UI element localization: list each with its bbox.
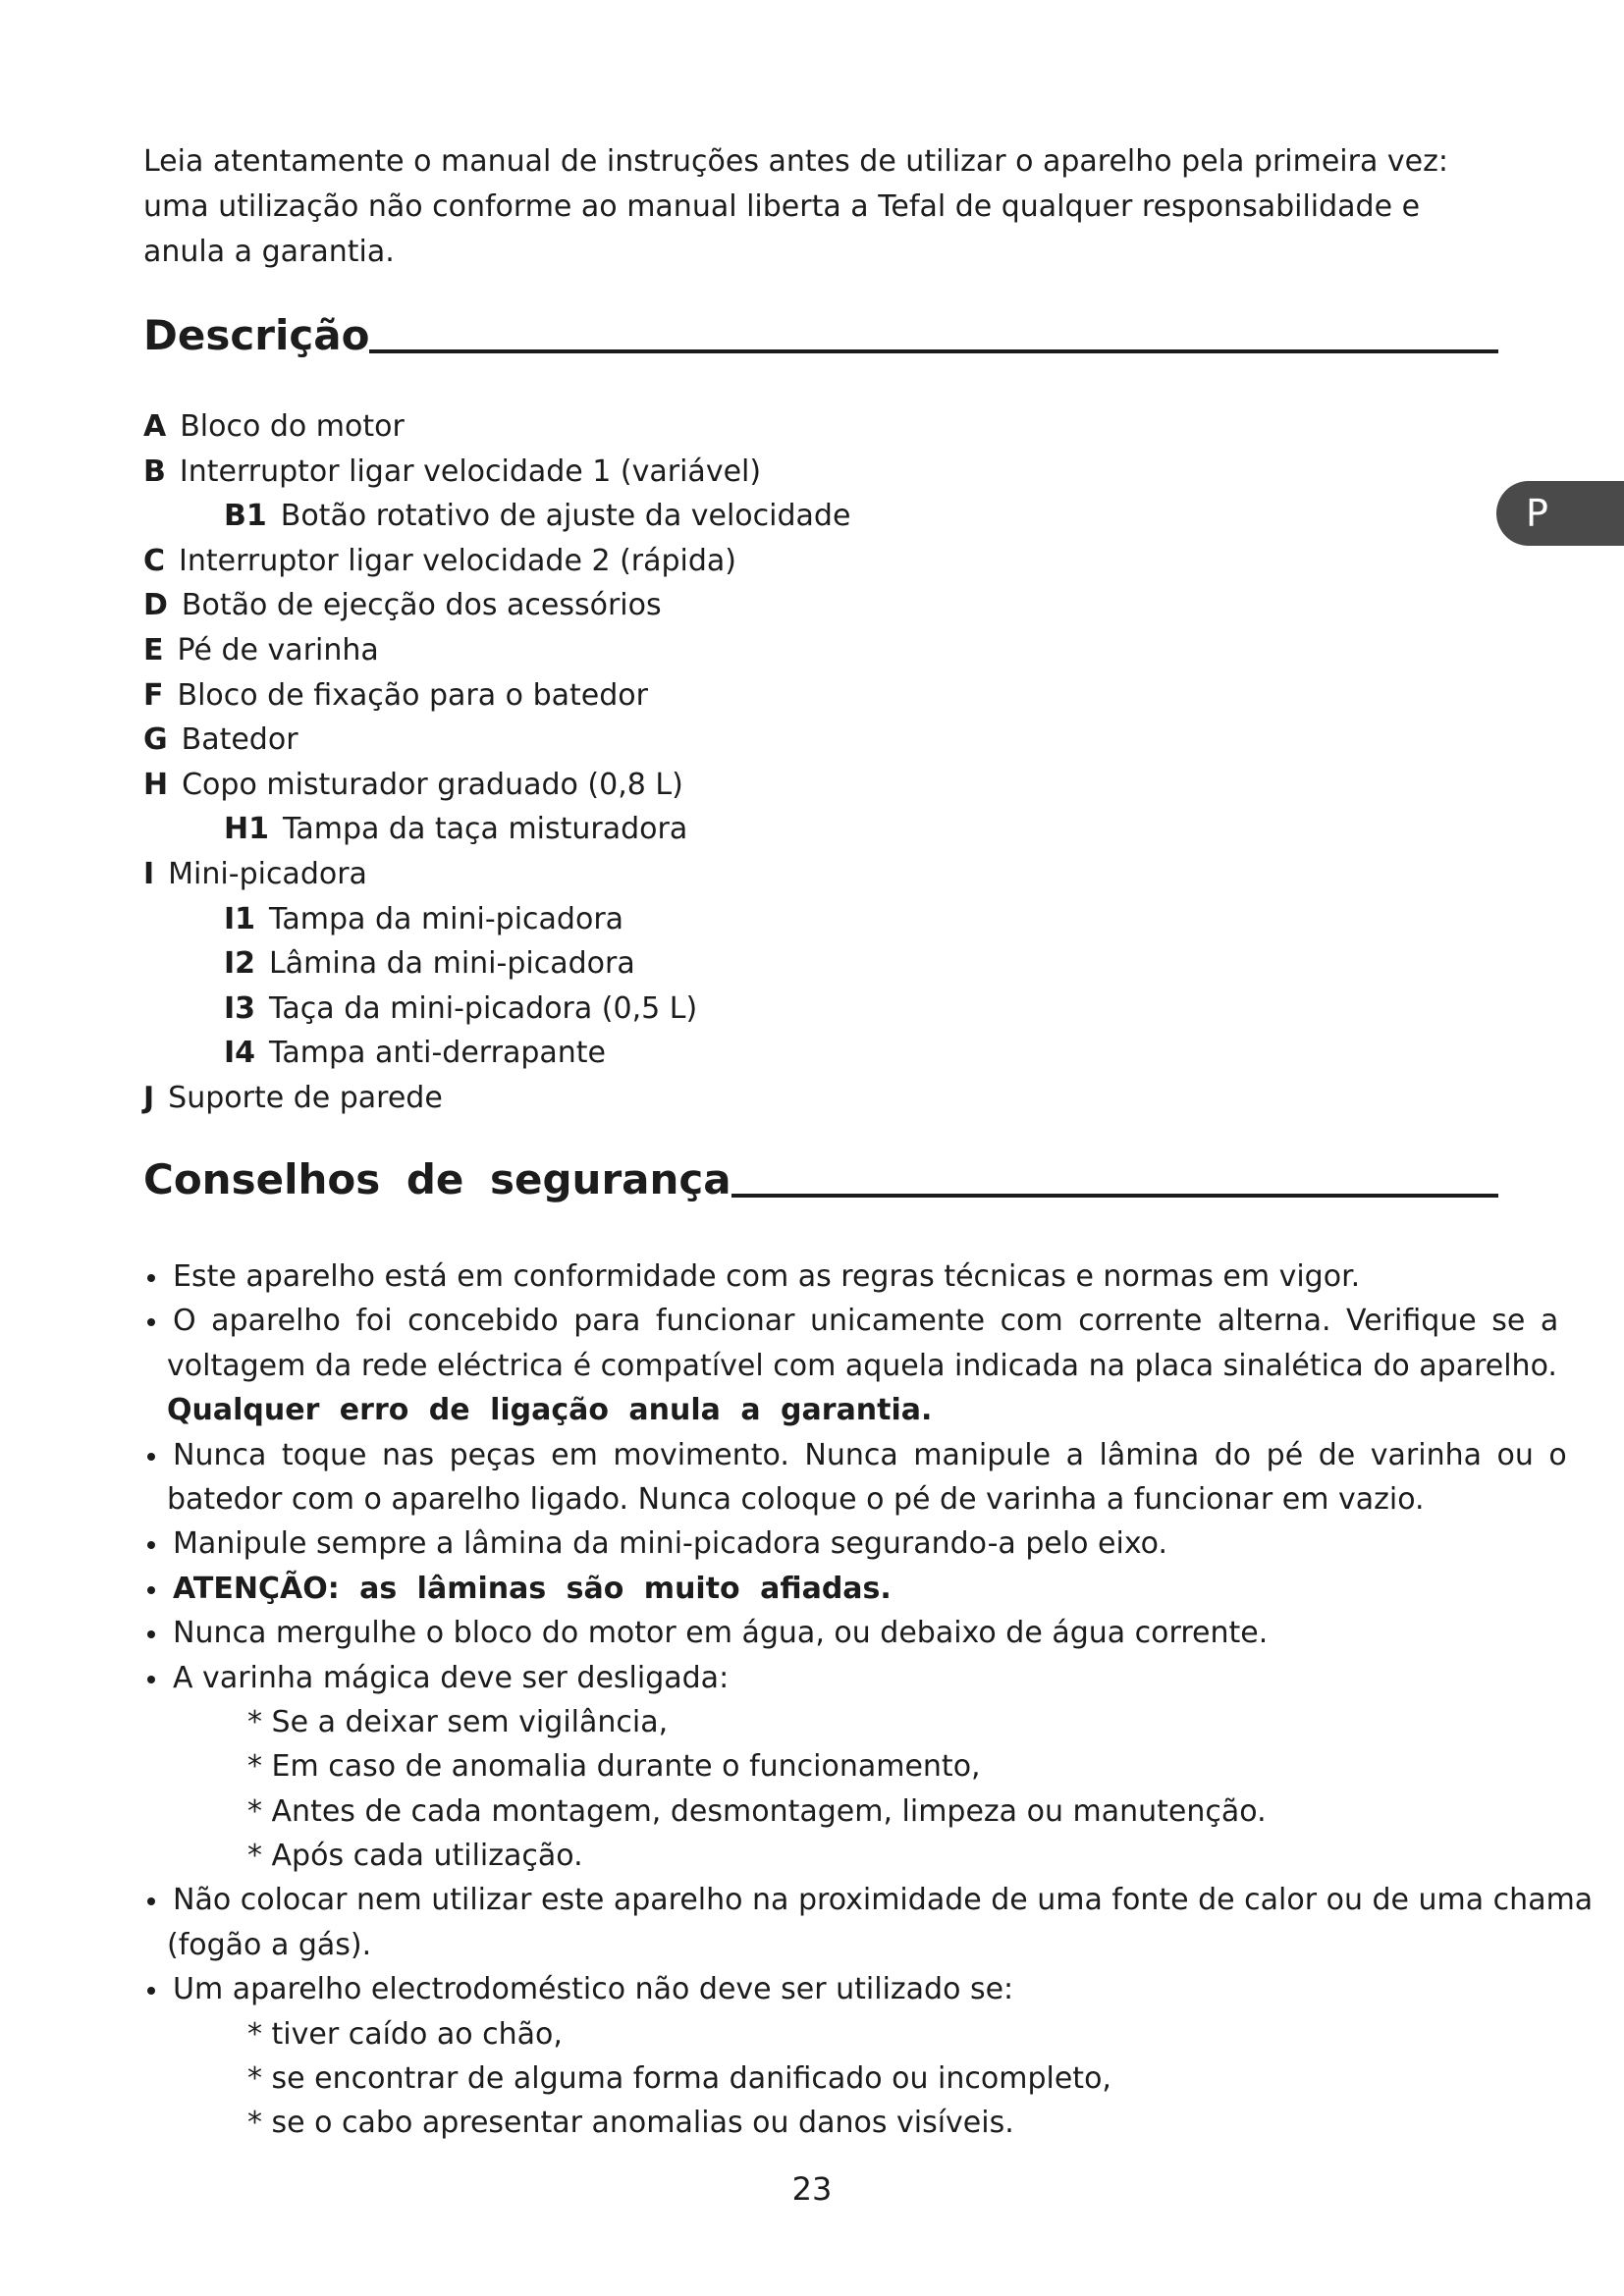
safety-line: A varinha mágica deve ser desligada: (143, 1656, 1577, 1700)
safety-line: (fogão a gás). (167, 1927, 372, 1962)
safety-line: Nunca mergulhe o bloco do motor em água, ou debaixo de água corrente. (143, 1611, 1577, 1655)
safety-subitem: * Após cada utilização. (247, 1839, 583, 1874)
description-item-label: Tampa da taça misturadora (282, 812, 688, 847)
safety-line: Este aparelho está em conformidade com as regras técnicas e normas em vigor. (143, 1255, 1577, 1299)
description-item-code: I (143, 856, 155, 891)
safety-line: ATENÇÃO: as lâminas são muito afiadas. (143, 1567, 1577, 1611)
safety-heading-text: Conselhos de segurança (143, 1155, 731, 1203)
description-item-label: Lâmina da mini-picadora (269, 946, 635, 982)
description-item (143, 628, 1420, 673)
description-item-label: Mini-picadora (168, 856, 367, 891)
description-item (143, 583, 1420, 628)
description-item-label: Suporte de parede (168, 1080, 443, 1115)
page-number: 23 (791, 2170, 833, 2208)
description-item (143, 852, 1420, 897)
description-item-code: B (143, 454, 166, 489)
description-item-label: Copo misturador graduado (0,8 L) (182, 767, 683, 802)
safety-line: Manipule sempre a lâmina da mini-picadora segurando-a pelo eixo. (143, 1522, 1577, 1566)
description-item-label: Bloco do motor (180, 409, 405, 444)
description-item-code: F (143, 677, 164, 713)
description-heading (143, 310, 1498, 361)
safety-line: Nunca toque nas peças em movimento. Nunca manipule a lâmina do pé de varinha ou o (143, 1433, 1577, 1477)
description-item (143, 718, 1420, 763)
safety-heading (143, 1154, 1498, 1205)
description-item-label: Botão rotativo de ajuste da velocidade (280, 499, 851, 534)
safety-line: Não colocar nem utilizar este aparelho na proximidade de uma fonte de calor ou de uma chama (143, 1878, 1577, 1922)
description-item-code: I2 (224, 946, 256, 982)
description-item-code: A (143, 409, 167, 444)
safety-line: Um aparelho electrodoméstico não deve ser utilizado se: (143, 1967, 1577, 2011)
language-tab-label: P (1526, 492, 1548, 535)
description-item (143, 1031, 1420, 1076)
description-item-code: H (143, 767, 169, 802)
description-item-code: I4 (224, 1036, 256, 1071)
description-item (143, 404, 1420, 450)
description-item-code: B1 (224, 499, 267, 534)
description-item-label: Batedor (181, 722, 298, 758)
description-item-code: E (143, 632, 164, 667)
description-heading-text: Descrição (143, 311, 370, 359)
description-item (143, 763, 1420, 808)
description-item-label: Taça da mini-picadora (0,5 L) (269, 990, 698, 1026)
description-item-label: Interruptor ligar velocidade 2 (rápida) (179, 543, 737, 578)
description-item (143, 897, 1420, 942)
language-tab (1496, 481, 1624, 546)
heading-rule (369, 349, 1498, 353)
safety-line: batedor com o aparelho ligado. Nunca coloque o pé de varinha a funcionar em vazio. (167, 1481, 1425, 1517)
description-item-code: H1 (224, 812, 269, 847)
description-item-label: Bloco de fixação para o batedor (177, 677, 648, 713)
description-list (143, 404, 1420, 1121)
description-item (143, 941, 1420, 987)
safety-subitem: * se o cabo apresentar anomalias ou danos visíveis. (247, 2106, 1014, 2141)
heading-rule (731, 1194, 1498, 1198)
description-item-label: Interruptor ligar velocidade 1 (variável) (179, 454, 762, 489)
description-item (143, 807, 1420, 852)
description-item-code: I1 (224, 901, 256, 936)
description-item-label: Botão de ejecção dos acessórios (181, 588, 662, 623)
description-item (143, 450, 1420, 495)
description-item-code: J (143, 1080, 155, 1115)
safety-subitem: * Se a deixar sem vigilância, (247, 1704, 669, 1739)
safety-line: voltagem da rede eléctrica é compatível com aquela indicada na placa sinalética do aparelho. (167, 1348, 1557, 1383)
safety-line: Qualquer erro de ligação anula a garantia. (167, 1393, 933, 1428)
description-item-code: D (143, 588, 168, 623)
description-item (143, 1076, 1420, 1121)
description-item-label: Tampa anti-derrapante (269, 1036, 606, 1071)
safety-subitem: * tiver caído ao chão, (247, 2016, 563, 2052)
description-item-label: Pé de varinha (177, 632, 379, 667)
description-item-label: Tampa da mini-picadora (269, 901, 624, 936)
safety-line: O aparelho foi concebido para funcionar unicamente com corrente alterna. Verifique se a (143, 1299, 1577, 1343)
description-item (143, 987, 1420, 1032)
description-item (143, 673, 1420, 719)
safety-list (143, 1255, 1594, 2146)
intro-paragraph: Leia atentamente o manual de instruções antes de utilizar o aparelho pela primeira vez: uma utilização não conforme ao manual liberta a Tefal de qualquer responsabilidade e anula a garantia. (143, 144, 1448, 269)
description-item (143, 494, 1420, 539)
description-item-code: C (143, 543, 166, 578)
description-item (143, 539, 1420, 584)
description-item-code: I3 (224, 990, 256, 1026)
safety-subitem: * se encontrar de alguma forma danificado ou incompleto, (247, 2061, 1111, 2097)
description-item-code: G (143, 722, 168, 758)
safety-subitem: * Antes de cada montagem, desmontagem, limpeza ou manutenção. (247, 1793, 1267, 1829)
safety-subitem: * Em caso de anomalia durante o funcionamento, (247, 1749, 981, 1785)
